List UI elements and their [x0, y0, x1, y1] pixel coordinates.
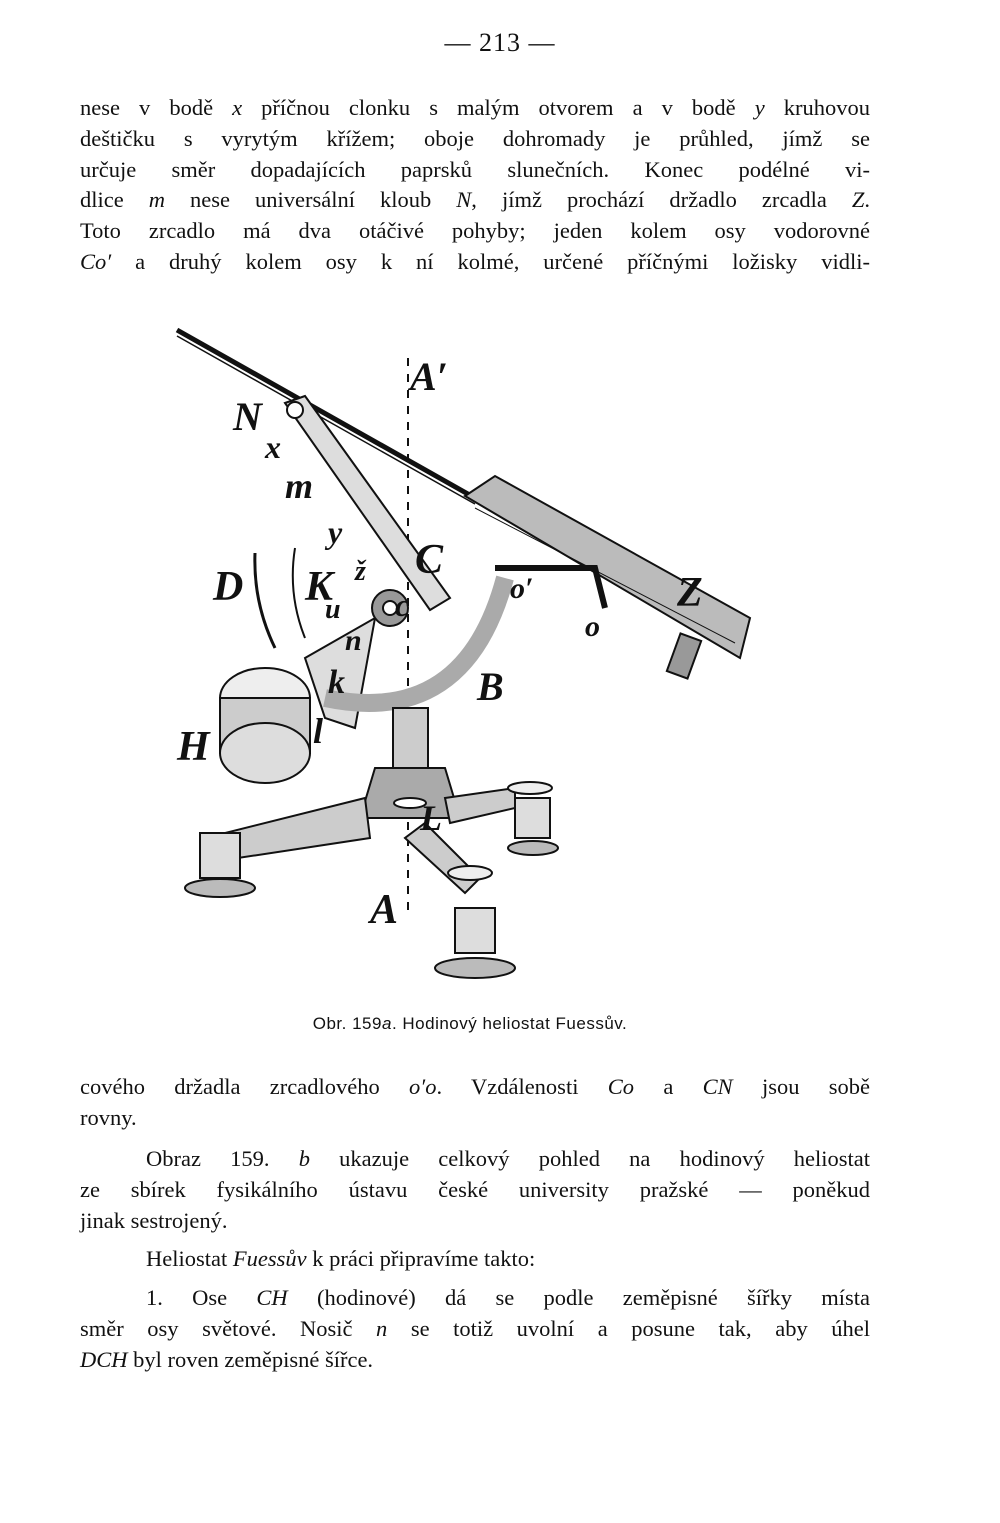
label-D: D [213, 564, 244, 610]
italic-text-run: Co [607, 1074, 635, 1099]
text-run: kruhovou [764, 95, 870, 120]
label-B: B [477, 664, 504, 709]
text-run: nese universální kloub [165, 187, 457, 213]
paragraph-1 [80, 93, 870, 278]
italic-text-run: Co′ [80, 248, 112, 274]
label-m: m [285, 466, 314, 506]
text-run: a [634, 1074, 703, 1099]
text-run: byl roven zeměpisné šířce. [127, 1346, 374, 1372]
text-run: Heliostat [146, 1246, 233, 1271]
label-l: l [313, 711, 324, 751]
label-o: o [585, 610, 600, 643]
page-number: — 213 — [444, 28, 556, 57]
italic-text-run: y [754, 95, 765, 120]
label-k: k [328, 664, 345, 701]
label-A: A [370, 887, 399, 933]
label-A-prime: A′ [410, 354, 448, 399]
paragraph-5 [80, 1283, 870, 1375]
figure-caption [0, 1014, 940, 1034]
italic-text-run: CH [256, 1285, 288, 1310]
label-n: n [345, 624, 362, 657]
label-o-prime: o′ [510, 572, 534, 605]
italic-text-run: N [456, 187, 472, 213]
text-run: rovny. [80, 1104, 137, 1130]
text-run: k práci připravíme takto: [306, 1246, 536, 1271]
text-line [80, 1206, 870, 1237]
text-run: . Vzdálenosti [436, 1074, 608, 1099]
text-run: , jímž prochází držadlo zrcadla [471, 187, 852, 213]
text-line [80, 1283, 870, 1314]
text-run: dlice [80, 187, 149, 213]
italic-text-run: n [376, 1315, 388, 1341]
label-Z: Z [677, 570, 703, 616]
label-C: C [415, 537, 444, 583]
label-z-caron: ž [355, 556, 366, 587]
text-run: se totiž uvolní a posune tak, aby úhel [387, 1315, 870, 1341]
label-N: N [233, 394, 262, 439]
text-line [80, 216, 870, 247]
text-run: ze sbírek fysikálního ústavu české university pražské — poněkud [80, 1176, 870, 1202]
label-H: H [177, 724, 210, 770]
text-run: jinak sestrojený. [80, 1207, 228, 1233]
label-L: L [420, 798, 442, 838]
text-line [80, 1244, 870, 1275]
text-run: Toto zrcadlo má dva otáčivé pohyby; jeden kolem osy vodorovné [80, 218, 870, 244]
label-K: K [305, 564, 334, 610]
italic-text-run: CN [702, 1074, 733, 1099]
text-line [80, 1345, 870, 1376]
text-run: (hodinové) dá se podle zeměpisné šířky místa [287, 1285, 870, 1310]
text-line [80, 124, 870, 155]
text-run: ukazuje celkový pohled na hodinový heliostat [309, 1146, 870, 1171]
text-run: cového držadla zrcadlového [80, 1074, 410, 1099]
text-line [80, 247, 870, 278]
paragraph-2 [80, 1072, 870, 1134]
text-run: určuje směr dopadajících paprsků slunečních. Konec podélné vi- [80, 156, 870, 182]
italic-text-run: m [148, 187, 165, 213]
italic-text-run: x [232, 95, 243, 120]
italic-text-run: DCH [80, 1346, 128, 1372]
text-run: nese v bodě [80, 95, 233, 120]
italic-text-run: b [298, 1146, 310, 1171]
text-line [80, 1144, 870, 1175]
text-line [80, 1314, 870, 1345]
label-u: u [325, 594, 341, 625]
text-run: 1. Ose [146, 1285, 257, 1310]
text-line [80, 185, 870, 216]
label-y: y [328, 514, 343, 550]
italic-text-run: Fuessův [232, 1246, 307, 1271]
text-line [80, 1072, 870, 1103]
text-line [80, 93, 870, 124]
caption-italic: a [381, 1014, 392, 1033]
text-run: směr osy světové. Nosič [80, 1315, 377, 1341]
heliostat-drawing [165, 318, 805, 1018]
caption-suffix: . Hodinový heliostat Fuessův. [391, 1014, 628, 1033]
text-run: Obraz 159. [146, 1146, 299, 1171]
text-run: příčnou clonku s malým otvorem a v bodě [242, 95, 755, 120]
italic-text-run: Z [851, 187, 865, 213]
caption-prefix: Obr. 159 [312, 1014, 382, 1033]
text-line [80, 1175, 870, 1206]
paragraph-3 [80, 1144, 870, 1236]
italic-text-run: o′o [409, 1074, 437, 1099]
text-run: jsou sobě [732, 1074, 870, 1099]
label-c: c [395, 587, 410, 623]
text-run: . [864, 187, 870, 213]
label-x: x [265, 429, 281, 465]
paragraph-4 [80, 1244, 870, 1275]
text-run: a druhý kolem osy k ní kolmé, určené příčnými ložisky vidli- [111, 248, 870, 274]
text-line [80, 1103, 870, 1134]
text-run: deštičku s vyrytým křížem; oboje dohromady je průhled, jímž se [80, 125, 870, 151]
heliostat-figure [165, 318, 805, 1018]
text-line [80, 155, 870, 186]
